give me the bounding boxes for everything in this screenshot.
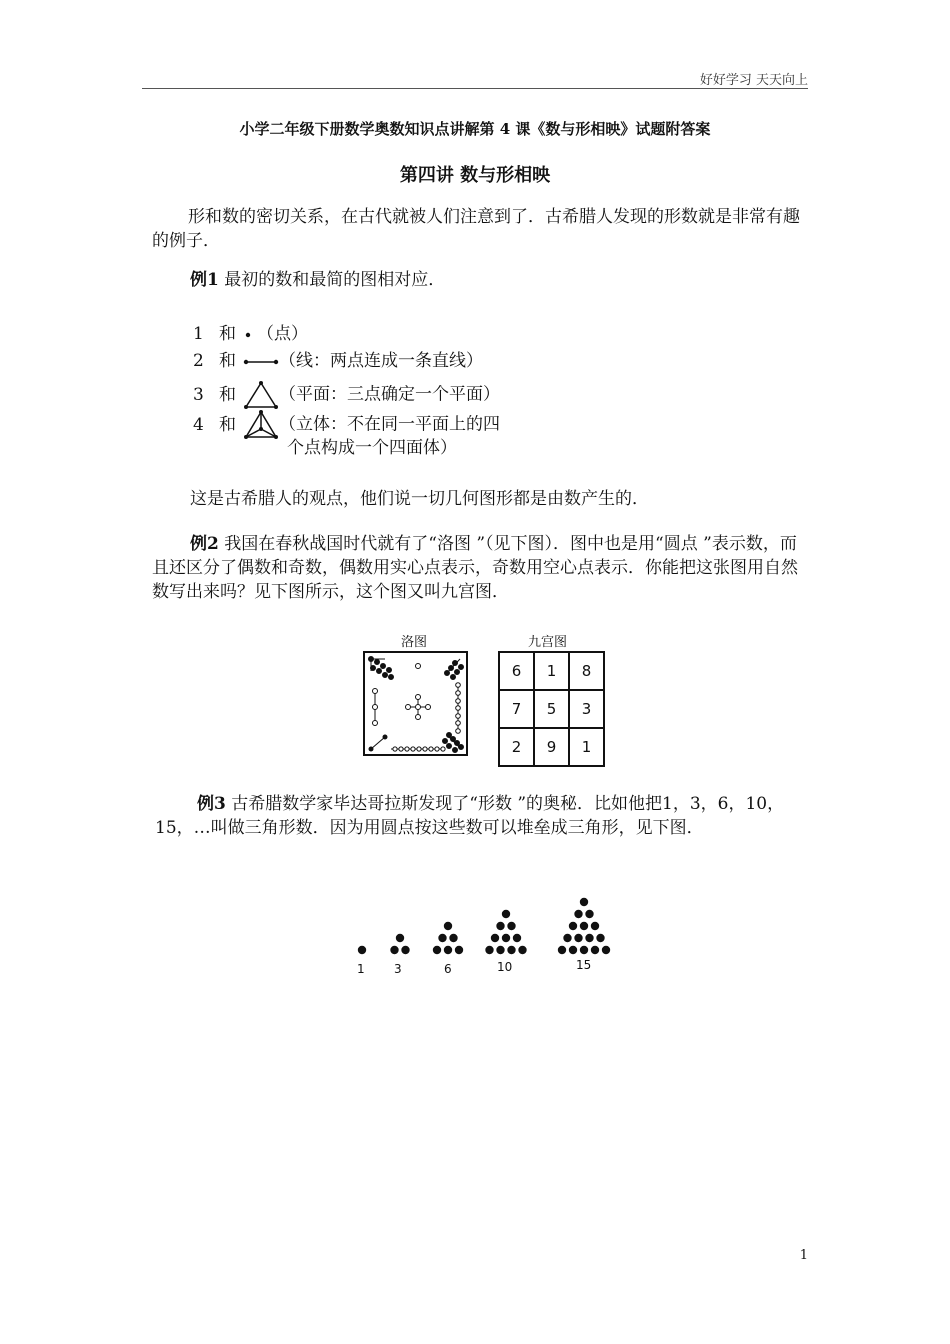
item-desc: （点） [257, 324, 308, 344]
triangle-stack-6 [433, 922, 463, 954]
dot [507, 922, 515, 930]
triangle-stack-1 [358, 946, 366, 954]
dot [444, 922, 452, 930]
dot [455, 946, 463, 954]
example2-paragraph [152, 532, 802, 604]
greek-view-paragraph: 这是古希腊人的观点，他们说一切几何图形都是由数产生的． [190, 489, 649, 509]
grid-row [499, 690, 604, 728]
dot [502, 934, 510, 942]
dot [585, 910, 593, 918]
item-number: 3 [193, 384, 204, 405]
dot [591, 922, 599, 930]
dot [401, 946, 409, 954]
line-segment-icon [243, 355, 279, 369]
triangular-label-6: 6 [444, 962, 452, 976]
intro-paragraph: 形和数的密切关系，在古代就被人们注意到了．古希腊人发现的形数就是非常有趣的例子． [152, 207, 800, 251]
page-number: 1 [799, 1248, 808, 1263]
item-desc: （平面：三点确定一个平面） [279, 384, 500, 405]
dot [580, 922, 588, 930]
item-number: 4 [193, 414, 204, 435]
luotu-diagram [363, 651, 468, 756]
triangle-stack-10 [485, 910, 526, 954]
dot [502, 910, 510, 918]
item-number: 1 [193, 324, 204, 344]
dot [496, 946, 504, 954]
grid-cell: 2 [499, 728, 534, 766]
dot [602, 946, 610, 954]
item-and: 和 [219, 384, 236, 405]
triangular-label-1: 1 [357, 962, 365, 976]
triangle-stack-15 [558, 898, 610, 954]
dot [438, 934, 446, 942]
dot [449, 934, 457, 942]
dot [433, 946, 441, 954]
example2-label: 例2 [190, 534, 219, 554]
dot [574, 934, 582, 942]
dot [507, 946, 515, 954]
dot [358, 946, 366, 954]
grid-cell: 3 [569, 690, 604, 728]
example1-item-1 [193, 322, 308, 346]
lesson-title: 第四讲 数与形相映 [399, 165, 551, 186]
dot [563, 934, 571, 942]
triangular-dot-groups [358, 898, 610, 954]
example2-text: 我国在春秋战国时代就有了“洛图 ”（见下图）．图中也是用“圆点 ”表示数，而且还区分了偶数和奇数，偶数用实心点表示，奇数用空心点表示．你能把这张图用自然数写出来吗？见下图所示，这个图又叫九宫图． [152, 534, 798, 602]
jiugong-label: 九宫图 [528, 635, 568, 650]
dot [591, 946, 599, 954]
example1-item-2 [193, 349, 483, 373]
dot [518, 946, 526, 954]
dot [596, 934, 604, 942]
example1-item-3 [193, 380, 500, 410]
example1-item-4-continued: 个点构成一个四面体） [287, 438, 457, 458]
grid-cell: 1 [569, 728, 604, 766]
item-and: 和 [219, 351, 236, 371]
header-motto: 好好学习 天天向上 [699, 73, 808, 88]
example3-label: 例3 [197, 794, 226, 814]
triangular-label-15: 15 [576, 958, 592, 972]
luotu-drawing [365, 653, 466, 754]
triangular-label-3: 3 [394, 962, 402, 976]
grid-cell: 8 [569, 652, 604, 690]
example3-paragraph [155, 792, 805, 840]
jiugong-grid [498, 651, 605, 767]
dot [569, 922, 577, 930]
dot [580, 898, 588, 906]
grid-cell: 7 [499, 690, 534, 728]
grid-cell: 6 [499, 652, 534, 690]
grid-cell: 5 [534, 690, 569, 728]
grid-row [499, 652, 604, 690]
grid-cell: 1 [534, 652, 569, 690]
dot [574, 910, 582, 918]
document-title: 小学二年级下册数学奥数知识点讲解第 4 课《数与形相映》试题附答案 [239, 120, 711, 138]
dot [496, 922, 504, 930]
triangle-icon [243, 380, 279, 410]
point-icon [243, 328, 257, 342]
example1-text: 最初的数和最简的图相对应． [224, 270, 446, 290]
dot [580, 946, 588, 954]
dot [558, 946, 566, 954]
item-number: 2 [193, 351, 204, 371]
example1-heading [190, 268, 445, 292]
example3-text: 古希腊数学家毕达哥拉斯发现了“形数 ”的奥秘．比如他把1，3，6，10，15，…叫做三角形数．因为用圆点按这些数可以堆垒成三角形，见下图． [155, 794, 785, 838]
item-and: 和 [219, 414, 236, 435]
dot [491, 934, 499, 942]
item-desc: （立体：不在同一平面上的四 [279, 414, 500, 435]
triangular-label-10: 10 [497, 960, 513, 974]
dot [569, 946, 577, 954]
item-desc: （线：两点连成一条直线） [279, 351, 483, 371]
dot [396, 934, 404, 942]
grid-row [499, 728, 604, 766]
item-and: 和 [219, 324, 236, 344]
dot [444, 946, 452, 954]
triangular-numbers-figure [340, 880, 640, 980]
tetrahedron-icon [243, 410, 279, 440]
dot [390, 946, 398, 954]
dot [513, 934, 521, 942]
header-rule [142, 88, 808, 89]
dot [585, 934, 593, 942]
grid-cell: 9 [534, 728, 569, 766]
luotu-label: 洛图 [401, 635, 428, 650]
dot [485, 946, 493, 954]
example1-label: 例1 [190, 270, 219, 290]
triangle-stack-3 [390, 934, 409, 954]
